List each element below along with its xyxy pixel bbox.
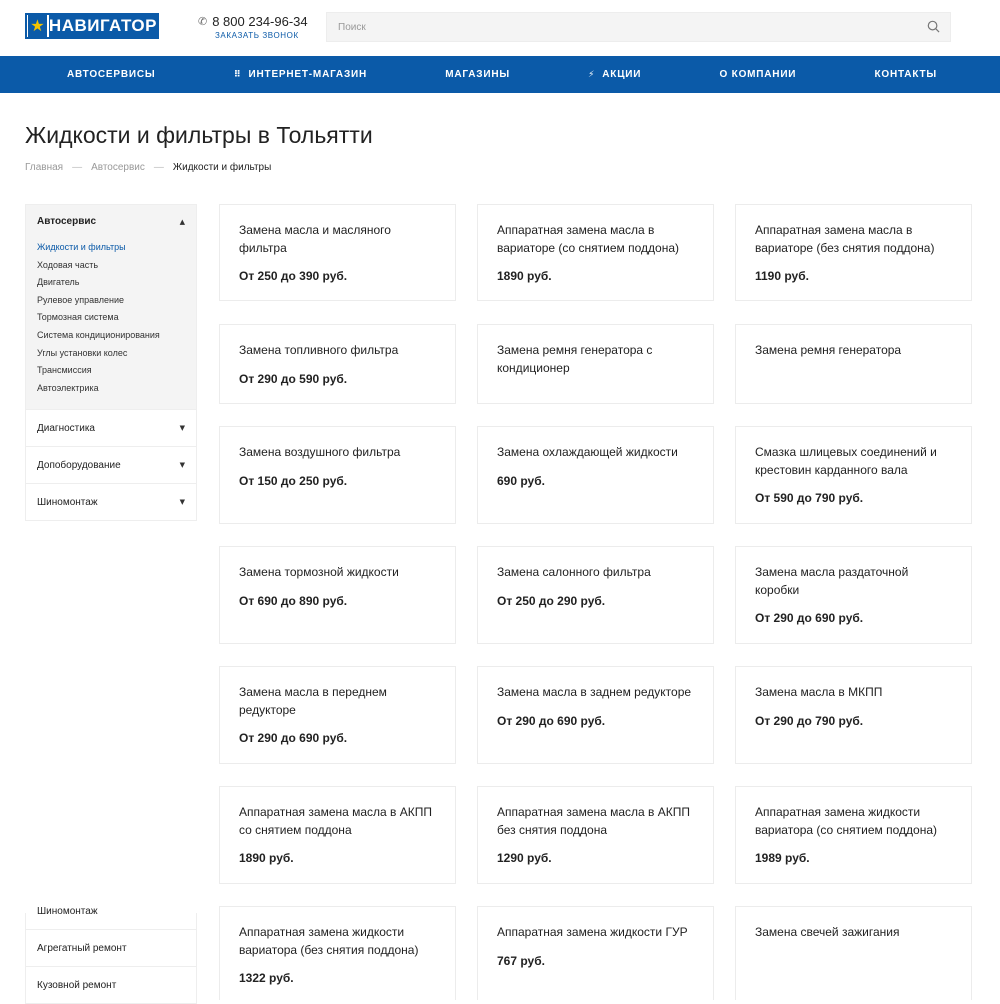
search-icon[interactable]: [927, 20, 940, 33]
breadcrumb-separator: —: [153, 162, 164, 173]
sidebar-item-equipment[interactable]: Допоборудование ▼: [25, 447, 197, 484]
card-title: Аппаратная замена жидкости ГУР: [497, 925, 688, 939]
nav-autoservices[interactable]: АВТОСЕРВИСЫ: [67, 69, 156, 80]
breadcrumb-separator: —: [72, 162, 83, 173]
search-bar: [326, 12, 951, 42]
lightning-icon: ⚡: [588, 69, 596, 80]
card-price: От 250 до 290 руб.: [497, 593, 606, 608]
service-card[interactable]: [477, 786, 714, 884]
card-price: От 290 до 690 руб.: [239, 731, 348, 745]
grid-icon: ⠿: [233, 69, 242, 80]
service-card[interactable]: [219, 324, 456, 404]
card-title: Замена масла раздаточной коробки: [755, 565, 909, 597]
card-title: Замена масла в заднем редукторе: [497, 685, 692, 699]
card-price: От 290 до 590 руб.: [239, 371, 348, 386]
phone-text: 8 800 234-96-34: [212, 14, 308, 29]
nav-stores[interactable]: МАГАЗИНЫ: [445, 69, 510, 80]
card-price: 1290 руб.: [497, 851, 552, 865]
chevron-up-icon: ▲: [179, 217, 185, 226]
service-card[interactable]: [477, 426, 714, 524]
service-card[interactable]: [219, 546, 456, 644]
sidebar-item-ac[interactable]: Система кондиционирования: [37, 329, 160, 340]
service-card[interactable]: [477, 666, 714, 764]
card-price: 767 руб.: [497, 953, 545, 968]
card-title: Замена масла в переднем редукторе: [239, 685, 387, 717]
phone-number[interactable]: [198, 14, 308, 29]
nav-shop[interactable]: ⠿ ИНТЕРНЕТ-МАГАЗИН: [233, 69, 368, 80]
breadcrumb-current: Жидкости и фильтры: [172, 162, 272, 173]
sidebar-item-aggregate-repair[interactable]: Агрегатный ремонт: [25, 930, 197, 967]
sidebar-item-tires-cut[interactable]: Шиномонтаж: [25, 913, 197, 930]
card-price: От 290 до 790 руб.: [755, 713, 864, 728]
card-price: От 290 до 690 руб.: [497, 713, 606, 728]
chevron-down-icon: ▼: [179, 461, 185, 470]
chevron-down-icon: ▼: [179, 498, 185, 507]
sidebar-item-engine[interactable]: Двигатель: [37, 277, 80, 288]
sidebar-item-diagnostics[interactable]: Диагностика ▼: [25, 410, 197, 447]
service-card[interactable]: [219, 786, 456, 884]
service-card[interactable]: [735, 426, 972, 524]
sidebar-item-steering[interactable]: Рулевое управление: [37, 294, 124, 305]
card-price: От 250 до 390 руб.: [239, 269, 348, 283]
card-title: Аппаратная замена жидкости вариатора (со снятием поддона): [755, 805, 938, 837]
card-title: Замена охлаждающей жидкости: [497, 445, 678, 459]
breadcrumb-autoservice[interactable]: Автосервис: [91, 162, 145, 173]
service-card[interactable]: [219, 666, 456, 764]
sidebar-item-alignment[interactable]: Углы установки колес: [37, 347, 128, 358]
service-card[interactable]: [219, 906, 456, 1000]
nav-contacts[interactable]: КОНТАКТЫ: [874, 69, 937, 80]
breadcrumb: [25, 162, 271, 173]
card-title: Смазка шлицевых соединений и крестовин карданного вала: [755, 445, 937, 477]
sidebar-item-fluids[interactable]: Жидкости и фильтры: [37, 242, 126, 252]
card-price: От 590 до 790 руб.: [755, 491, 864, 505]
service-card[interactable]: [735, 786, 972, 884]
service-card[interactable]: [219, 204, 456, 301]
logo-text: НАВИГАТОР: [48, 16, 157, 35]
card-title: Замена масла в МКПП: [755, 685, 883, 699]
card-price: 690 руб.: [497, 473, 545, 488]
service-card[interactable]: [477, 324, 714, 404]
sidebar-item-tires[interactable]: Шиномонтаж ▼: [25, 484, 197, 521]
card-price: 1322 руб.: [239, 971, 294, 985]
card-price: От 150 до 250 руб.: [239, 473, 348, 488]
card-title: Замена салонного фильтра: [497, 565, 651, 579]
site-header: [0, 0, 1000, 56]
card-price: 1890 руб.: [239, 851, 294, 865]
card-price: 1190 руб.: [755, 269, 809, 283]
nav-promotions[interactable]: ⚡ АКЦИИ: [588, 69, 642, 80]
star-icon: ★: [28, 15, 47, 37]
service-card[interactable]: [735, 204, 972, 301]
page-title: Жидкости и фильтры в Тольятти: [25, 122, 373, 148]
chevron-down-icon: ▼: [179, 424, 185, 433]
service-card[interactable]: [477, 546, 714, 644]
sidebar: [25, 204, 197, 521]
service-card[interactable]: [735, 666, 972, 764]
card-title: Замена ремня генератора с кондиционер: [497, 343, 653, 375]
card-title: Замена воздушного фильтра: [239, 445, 401, 459]
service-card[interactable]: [477, 204, 714, 301]
card-title: Замена масла и масляного фильтра: [239, 223, 391, 255]
card-price: 1989 руб.: [755, 851, 810, 865]
service-card[interactable]: [735, 324, 972, 404]
sidebar-section-header[interactable]: Автосервис ▲: [37, 216, 185, 227]
main-nav: [0, 56, 1000, 93]
sidebar-item-electrics[interactable]: Автоэлектрика: [37, 382, 99, 393]
sidebar-item-suspension[interactable]: Ходовая часть: [37, 259, 99, 270]
sidebar-item-brakes[interactable]: Тормозная система: [37, 312, 119, 323]
card-price: От 690 до 890 руб.: [239, 593, 348, 608]
card-title: Замена топливного фильтра: [239, 343, 399, 357]
service-card[interactable]: [735, 546, 972, 644]
card-title: Аппаратная замена масла в АКПП без снятия поддона: [497, 805, 691, 837]
service-card[interactable]: [735, 906, 972, 1000]
card-title: Замена ремня генератора: [755, 343, 902, 357]
card-price: 1890 руб.: [497, 269, 552, 283]
card-title: Аппаратная замена масла в вариаторе (без снятия поддона): [755, 223, 935, 255]
service-card[interactable]: [219, 426, 456, 524]
nav-about[interactable]: О КОМПАНИИ: [719, 69, 797, 80]
card-title: Замена свечей зажигания: [755, 925, 900, 939]
card-title: Аппаратная замена масла в вариаторе (со снятием поддона): [497, 223, 680, 255]
card-title: Аппаратная замена масла в АКПП со снятием поддона: [239, 805, 433, 837]
sidebar-section-autoservice: [25, 204, 197, 410]
logo[interactable]: [25, 13, 159, 39]
phone-icon: ✆: [198, 15, 208, 28]
card-price: От 290 до 690 руб.: [755, 611, 864, 625]
breadcrumb-home[interactable]: Главная: [25, 162, 64, 173]
sidebar-item-transmission[interactable]: Трансмиссия: [37, 365, 92, 376]
sidebar-sticky-copy: [25, 906, 197, 1004]
service-card[interactable]: [477, 906, 714, 1000]
card-title: Замена тормозной жидкости: [239, 565, 399, 579]
search-input[interactable]: [327, 13, 917, 41]
sidebar-item-body-repair[interactable]: Кузовной ремонт: [25, 967, 197, 1004]
card-title: Аппаратная замена жидкости вариатора (без снятия поддона): [239, 925, 419, 957]
callback-link[interactable]: ЗАКАЗАТЬ ЗВОНОК: [215, 31, 299, 40]
